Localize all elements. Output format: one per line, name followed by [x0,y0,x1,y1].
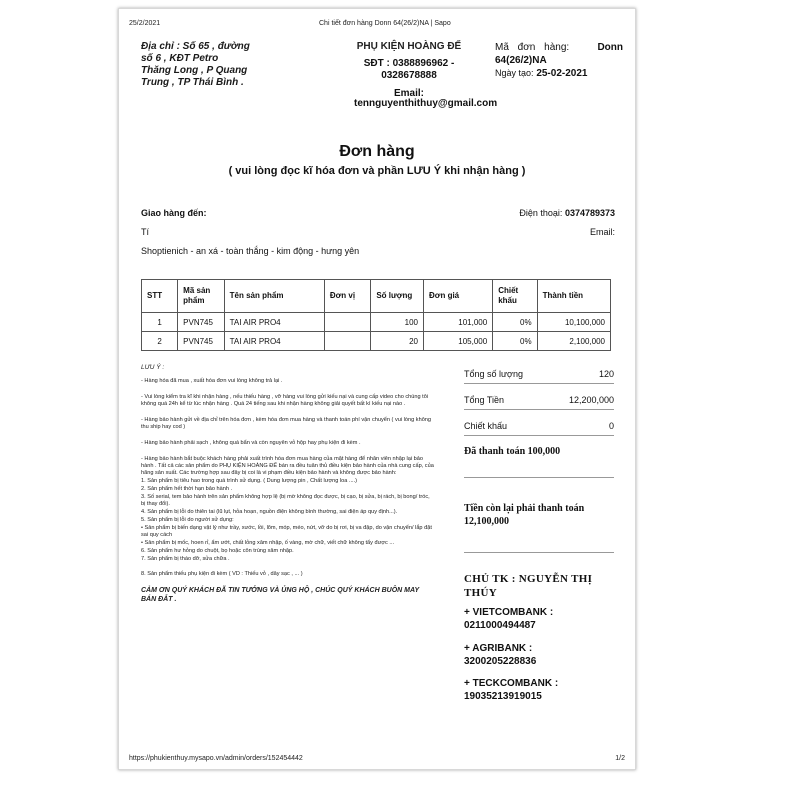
col-header-discount: Chiết khấu [493,280,537,313]
cell-price: 105,000 [424,332,493,351]
print-doc-title: Chi tiết đơn hàng Donn 64(26/2)NA | Sapo [319,20,451,27]
summary-qty-label: Tổng số lượng [464,369,523,379]
delivery-phone [519,208,615,218]
col-header-price: Đơn giá [424,280,493,313]
note-paragraph: • Sản phẩm bị mốc, hoen rỉ, ẩm ướt, chất lỏng xâm nhập, ố vàng, mờ chữ, viết chữ không tẩy được ... [141,540,395,546]
remaining-label: Tiền còn lại phải thanh toán [464,503,585,514]
shop-email-label: Email: [393,88,424,99]
cell-discount: 0% [493,313,537,332]
cell-price: 101,000 [424,313,493,332]
cell-stt: 1 [142,313,178,332]
shop-email: tennguyenthithuy@gmail.com [354,98,498,109]
note-paragraph: 2. Sản phẩm hết thời hạn bảo hành . [141,486,233,492]
shop-phone-line: 0328678888 [381,70,437,81]
summary-total-label: Tổng Tiền [464,395,505,405]
print-date: 25/2/2021 [129,20,161,27]
bank-name: + VIETCOMBANK : [464,607,554,618]
summary-total-value: 12,200,000 [568,395,614,405]
summary-qty-row [464,365,614,384]
delivery-phone-value: 0374789373 [564,208,615,218]
order-code-value: Donn [597,42,623,53]
note-paragraph: 7. Sản phẩm bị tháo dỡ, sửa chữa . [141,556,230,562]
shop-name: PHỤ KIỆN HOÀNG ĐẾ [356,41,462,52]
order-code-value-2: 64(26/2)NA [495,55,547,66]
created-value: 25-02-2021 [536,68,588,79]
footer-url: https://phukienthuy.mysapo.vn/admin/orders/152454442 [129,755,303,762]
cell-name: TAI AIR PRO4 [224,332,324,351]
summary-qty-value: 120 [598,369,614,379]
thanks-message: CẢM ƠN QUÝ KHÁCH ĐÃ TIN TƯỞNG VÀ ỦNG HỘ , CHÚC QUÝ KHÁCH BUÔN MAY BÁN ĐẮT . [141,587,420,603]
page-title: Đơn hàng [339,143,415,160]
address-line: số 6 , KĐT Petro [141,53,219,64]
note-paragraph: 4. Sản phẩm bị lỗi do thiên tai (lũ lụt, hỏa hoạn, nguồn điện không bình thường, sai điện áp quy định...). [141,509,398,515]
summary-remaining [464,502,614,553]
summary-total-row [464,391,614,410]
cell-unit [324,332,370,351]
col-header-qty: Số lượng [371,280,424,313]
shop-info [339,41,479,100]
note-paragraph: • Sản phẩm bị biến dạng vật lý như trầy, xước, lồi, lõm, móp, méo, nứt, vỡ do bị rơi, bị va đập, do vận chuyển/ lắp đặt sai quy cách [141,525,432,538]
col-header-total: Thành tiền [537,280,610,313]
delivery-label: Giao hàng đến: [141,208,207,218]
notes-title: LƯU Ý : [141,364,165,371]
cell-qty: 100 [371,313,424,332]
summary-discount-label: Chiết khấu [464,421,508,431]
bank-name: + AGRIBANK : [464,643,533,654]
bank-number: 0211000494487 [464,620,536,631]
cell-discount: 0% [493,332,537,351]
bank-number: 3200205228836 [464,656,537,667]
note-paragraph: 8. Sản phẩm thiếu phụ kiện đi kèm ( VD : Thiếu vỏ , dây sạc , ... ) [141,571,303,577]
delivery-phone-label: Điện thoại: [519,208,563,218]
note-paragraph: - Hàng bảo hành bắt buộc khách hàng phải xuất trình hóa đơn mua hàng của mặt hàng để nhân viên nhập lại bảo hành . Tất cả các sản phẩm do PHỤ KIỆN HOÀNG ĐẾ bán ra đều tuân thủ điều kiện bảo hành của nhà cung cấp, của hãng sản xuất. Các trường hợp sau đây bị coi là vi phạm điều kiện bảo hành và không được bảo hành: [141,456,434,476]
address-line: Thăng Long , P Quang [141,65,248,76]
shop-address [141,41,251,89]
delivery-address: Shoptienich - an xá - toàn thắng - kim động - hưng yên [141,246,360,256]
col-header-unit: Đơn vị [324,280,370,313]
bank-account-1 [464,606,553,632]
delivery-name: Tí [141,227,149,237]
summary-paid: Đã thanh toán 100,000 [464,446,614,478]
cell-stt: 2 [142,332,178,351]
bank-number: 19035213919015 [464,691,542,702]
note-paragraph: - Hàng hóa đã mua , xuất hóa đơn vui lòng không trả lại . [141,378,283,384]
note-paragraph: - Vui lòng kiểm tra kĩ khi nhận hàng , nếu thiếu hàng , vỡ hàng vui lòng gửi kiếu nại và cung cấp video cho chúng tôi không quá 24h kể từ lúc nhận hàng . Quá 24 tiếng sau khi nhận hàng không giải quyết bất kì kiếu nại nào . [141,394,429,407]
summary-discount-row [464,417,614,436]
address-line: Trung , TP Thái Bình . [141,77,244,88]
note-paragraph: 6. Sản phẩm hư hỏng do chuột, bọ hoặc côn trùng xâm nhập. [141,548,294,554]
note-paragraph: 3. Số serial, tem bảo hành trên sản phẩm không hợp lệ (bị mờ không đọc được, bị cạo, bị sửa, bị rách, bị bong/ tróc, bị thay đổi). [141,494,430,507]
cell-total: 10,100,000 [537,313,610,332]
cell-code: PVN745 [178,313,224,332]
note-paragraph: - Hàng bảo hành phải sạch , không quá bẩn và còn nguyên vỏ hộp hay phụ kiện đi kèm . [141,440,361,446]
bank-account-2 [464,642,536,668]
cell-total: 2,100,000 [537,332,610,351]
document-page [118,8,636,770]
bank-owner-line: CHỦ TK : NGUYỄN THỊ [464,573,593,585]
table-row [142,332,611,351]
table-header-row [142,280,611,313]
bank-owner [464,572,624,600]
order-code-label: Mã đơn hàng: [495,42,570,53]
cell-unit [324,313,370,332]
page-subtitle: ( vui lòng đọc kĩ hóa đơn và phần LƯU Ý khi nhận hàng ) [228,165,526,177]
note-paragraph: 1. Sản phẩm bị tiêu hao trong quá trình sử dụng. ( Dung lượng pin , Chất lượng loa ....) [141,478,358,484]
cell-qty: 20 [371,332,424,351]
table-row [142,313,611,332]
shop-phone-line: SĐT : 0388896962 - [363,58,455,69]
col-header-name: Tên sản phẩm [224,280,324,313]
delivery-email-label: Email: [589,227,615,237]
notes-section [141,364,435,608]
created-label: Ngày tạo: [495,68,534,78]
bank-account-3 [464,677,558,703]
order-items-table [141,279,611,351]
note-paragraph: - Hàng bảo hành gửi về địa chỉ trên hóa đơn , kèm hóa đơn mua hàng và thanh toán phí vận chuyển ( vui lòng không thu ship hay cod ) [141,417,432,430]
cell-name: TAI AIR PRO4 [224,313,324,332]
col-header-stt: STT [142,280,178,313]
bank-owner-line: THÚY [464,587,497,599]
remaining-value: 12,100,000 [464,516,509,527]
summary-discount-value: 0 [608,421,614,431]
order-meta [495,41,623,80]
bank-name: + TECKCOMBANK : [464,678,559,689]
footer-page-number: 1/2 [615,755,625,762]
col-header-code: Mã sản phẩm [178,280,224,313]
note-paragraph: 5. Sản phẩm bị lỗi do người sử dụng: [141,517,234,523]
cell-code: PVN745 [178,332,224,351]
address-line: Địa chỉ : Số 65 , đường [141,41,250,52]
